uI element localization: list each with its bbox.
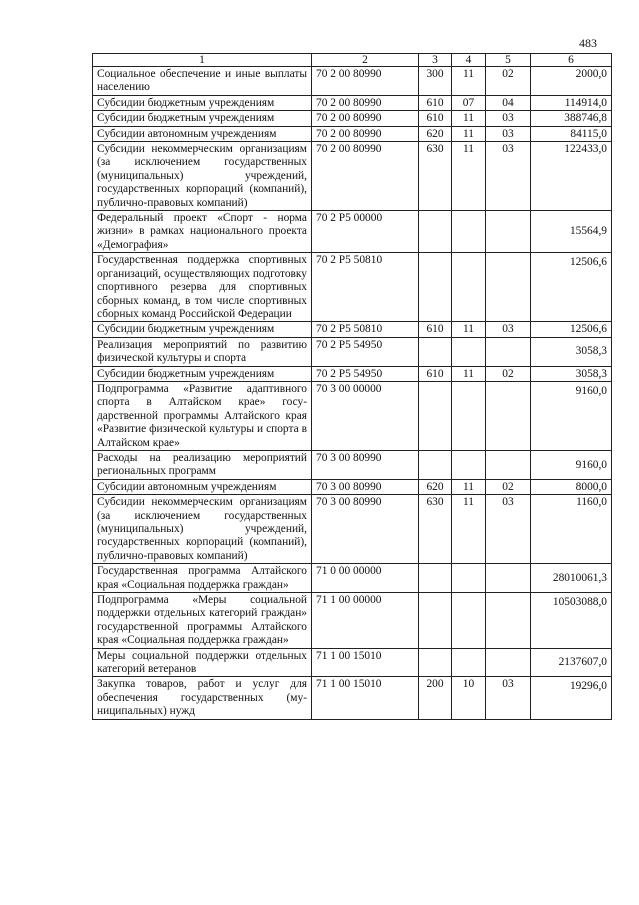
expense-type: 200 — [419, 677, 452, 719]
section-code: 11 — [452, 67, 486, 96]
item-name: Субсидии бюджетным учреждениям — [93, 95, 312, 110]
section-code — [452, 211, 486, 253]
item-name: Субсидии бюджетным учреждениям — [93, 111, 312, 126]
expense-type — [419, 211, 452, 253]
table-row — [93, 495, 612, 564]
subsection-code: 02 — [486, 366, 531, 381]
subsection-code — [486, 381, 531, 450]
subsection-code — [486, 337, 531, 366]
table-row — [93, 337, 612, 366]
item-name: Федеральный проект «Спорт - норма жизни» в рамках национального проекта «Демография» — [93, 211, 312, 253]
section-code — [452, 450, 486, 479]
item-name: Субсидии некоммерческим организациям (за исключением государственных (муниципальных) учреждений, государственных корпораций (компаний), публично-правовых компаний) — [93, 495, 312, 564]
section-code — [452, 337, 486, 366]
table-row — [93, 126, 612, 141]
amount: 114914,0 — [531, 95, 612, 110]
item-name: Субсидии автономным учреждениям — [93, 479, 312, 494]
subsection-code — [486, 253, 531, 322]
section-code: 11 — [452, 142, 486, 211]
section-code: 11 — [452, 322, 486, 337]
target-code: 71 1 00 00000 — [312, 593, 419, 649]
item-name: Расходы на реализацию мероприятий региональных программ — [93, 450, 312, 479]
table-row — [93, 366, 612, 381]
expense-type — [419, 381, 452, 450]
subsection-code: 03 — [486, 111, 531, 126]
target-code: 70 2 P5 50810 — [312, 253, 419, 322]
subsection-code — [486, 593, 531, 649]
item-name: Государственная поддержка спортивных организаций, осуществляющих подготовку спортивного резерва для спортивных сборных команд, в том числе спортивных сборных команд Российской Федерации — [93, 253, 312, 322]
target-code: 70 3 00 00000 — [312, 381, 419, 450]
table-row — [93, 381, 612, 450]
target-code: 70 2 00 80990 — [312, 111, 419, 126]
amount: 19296,0 — [531, 677, 612, 719]
section-code: 10 — [452, 677, 486, 719]
expense-type: 630 — [419, 495, 452, 564]
expense-type: 630 — [419, 142, 452, 211]
expense-type: 610 — [419, 322, 452, 337]
amount: 388746,8 — [531, 111, 612, 126]
column-header: 3 — [419, 54, 452, 67]
amount: 84115,0 — [531, 126, 612, 141]
table-row — [93, 95, 612, 110]
expense-type: 610 — [419, 95, 452, 110]
section-code: 11 — [452, 479, 486, 494]
target-code: 71 0 00 00000 — [312, 564, 419, 593]
expense-type: 610 — [419, 366, 452, 381]
expense-type — [419, 450, 452, 479]
item-name: Субсидии некоммерческим организациям (за исключением государственных (муниципальных) учреждений, государственных корпораций (компаний), публично-правовых компаний) — [93, 142, 312, 211]
section-code: 11 — [452, 111, 486, 126]
item-name: Реализация мероприятий по развитию физической культуры и спорта — [93, 337, 312, 366]
table-row — [93, 648, 612, 677]
header-row — [93, 54, 612, 67]
amount: 8000,0 — [531, 479, 612, 494]
amount: 1160,0 — [531, 495, 612, 564]
subsection-code: 03 — [486, 142, 531, 211]
table-row — [93, 111, 612, 126]
target-code: 70 3 00 80990 — [312, 450, 419, 479]
section-code: 11 — [452, 366, 486, 381]
subsection-code — [486, 450, 531, 479]
amount: 28010061,3 — [531, 564, 612, 593]
column-header: 6 — [531, 54, 612, 67]
table-row — [93, 593, 612, 649]
target-code: 71 1 00 15010 — [312, 648, 419, 677]
subsection-code: 03 — [486, 677, 531, 719]
section-code — [452, 593, 486, 649]
target-code: 70 2 00 80990 — [312, 142, 419, 211]
column-header: 2 — [312, 54, 419, 67]
subsection-code — [486, 211, 531, 253]
table-row — [93, 322, 612, 337]
amount: 2000,0 — [531, 67, 612, 96]
item-name: Закупка товаров, работ и услуг для обеспечения государственных (муниципальных) нужд — [93, 677, 312, 719]
subsection-code: 03 — [486, 322, 531, 337]
expense-type: 620 — [419, 126, 452, 141]
section-code — [452, 253, 486, 322]
amount: 2137607,0 — [531, 648, 612, 677]
table-row — [93, 253, 612, 322]
subsection-code — [486, 648, 531, 677]
item-name: Подпрограмма «Меры социальной поддержки отдельных категорий граждан» государственной программы Алтайского края «Социальная поддержка граждан» — [93, 593, 312, 649]
item-name: Подпрограмма «Развитие адаптивного спорта в Алтайском крае» государственной программы Алтайского края «Развитие физической культуры и спорта в Алтайском крае» — [93, 381, 312, 450]
section-code: 11 — [452, 495, 486, 564]
expense-type — [419, 593, 452, 649]
table-row — [93, 450, 612, 479]
expense-type: 620 — [419, 479, 452, 494]
amount: 9160,0 — [531, 381, 612, 450]
subsection-code — [486, 564, 531, 593]
target-code: 70 2 00 80990 — [312, 95, 419, 110]
section-code: 07 — [452, 95, 486, 110]
target-code: 71 1 00 15010 — [312, 677, 419, 719]
table-row — [93, 564, 612, 593]
target-code: 70 3 00 80990 — [312, 479, 419, 494]
amount: 3058,3 — [531, 337, 612, 366]
subsection-code: 03 — [486, 495, 531, 564]
amount: 12506,6 — [531, 253, 612, 322]
expense-type — [419, 253, 452, 322]
item-name: Субсидии бюджетным учреждениям — [93, 366, 312, 381]
section-code: 11 — [452, 126, 486, 141]
table-row — [93, 479, 612, 494]
amount: 9160,0 — [531, 450, 612, 479]
column-header: 5 — [486, 54, 531, 67]
target-code: 70 2 P5 54950 — [312, 366, 419, 381]
amount: 12506,6 — [531, 322, 612, 337]
target-code: 70 2 P5 54950 — [312, 337, 419, 366]
table-row — [93, 67, 612, 96]
item-name: Социальное обеспечение и иные выплаты населению — [93, 67, 312, 96]
column-header: 4 — [452, 54, 486, 67]
target-code: 70 2 00 80990 — [312, 67, 419, 96]
subsection-code: 03 — [486, 126, 531, 141]
target-code: 70 2 P5 50810 — [312, 322, 419, 337]
target-code: 70 2 P5 00000 — [312, 211, 419, 253]
section-code — [452, 381, 486, 450]
item-name: Субсидии бюджетным учреждениям — [93, 322, 312, 337]
amount: 15564,9 — [531, 211, 612, 253]
subsection-code: 02 — [486, 479, 531, 494]
amount: 10503088,0 — [531, 593, 612, 649]
expense-type: 610 — [419, 111, 452, 126]
amount: 3058,3 — [531, 366, 612, 381]
column-header: 1 — [93, 54, 312, 67]
target-code: 70 3 00 80990 — [312, 495, 419, 564]
expense-type — [419, 337, 452, 366]
table-row — [93, 211, 612, 253]
subsection-code: 02 — [486, 67, 531, 96]
table-row — [93, 142, 612, 211]
item-name: Субсидии автономным учреждениям — [93, 126, 312, 141]
page-number: 483 — [579, 36, 597, 50]
item-name: Государственная программа Алтайского края «Социальная поддержка граждан» — [93, 564, 312, 593]
target-code: 70 2 00 80990 — [312, 126, 419, 141]
section-code — [452, 648, 486, 677]
table-row — [93, 677, 612, 719]
amount: 122433,0 — [531, 142, 612, 211]
item-name: Меры социальной поддержки отдельных категорий ветеранов — [93, 648, 312, 677]
subsection-code: 04 — [486, 95, 531, 110]
expense-type: 300 — [419, 67, 452, 96]
expense-type — [419, 564, 452, 593]
expense-type — [419, 648, 452, 677]
budget-table — [92, 53, 612, 720]
section-code — [452, 564, 486, 593]
